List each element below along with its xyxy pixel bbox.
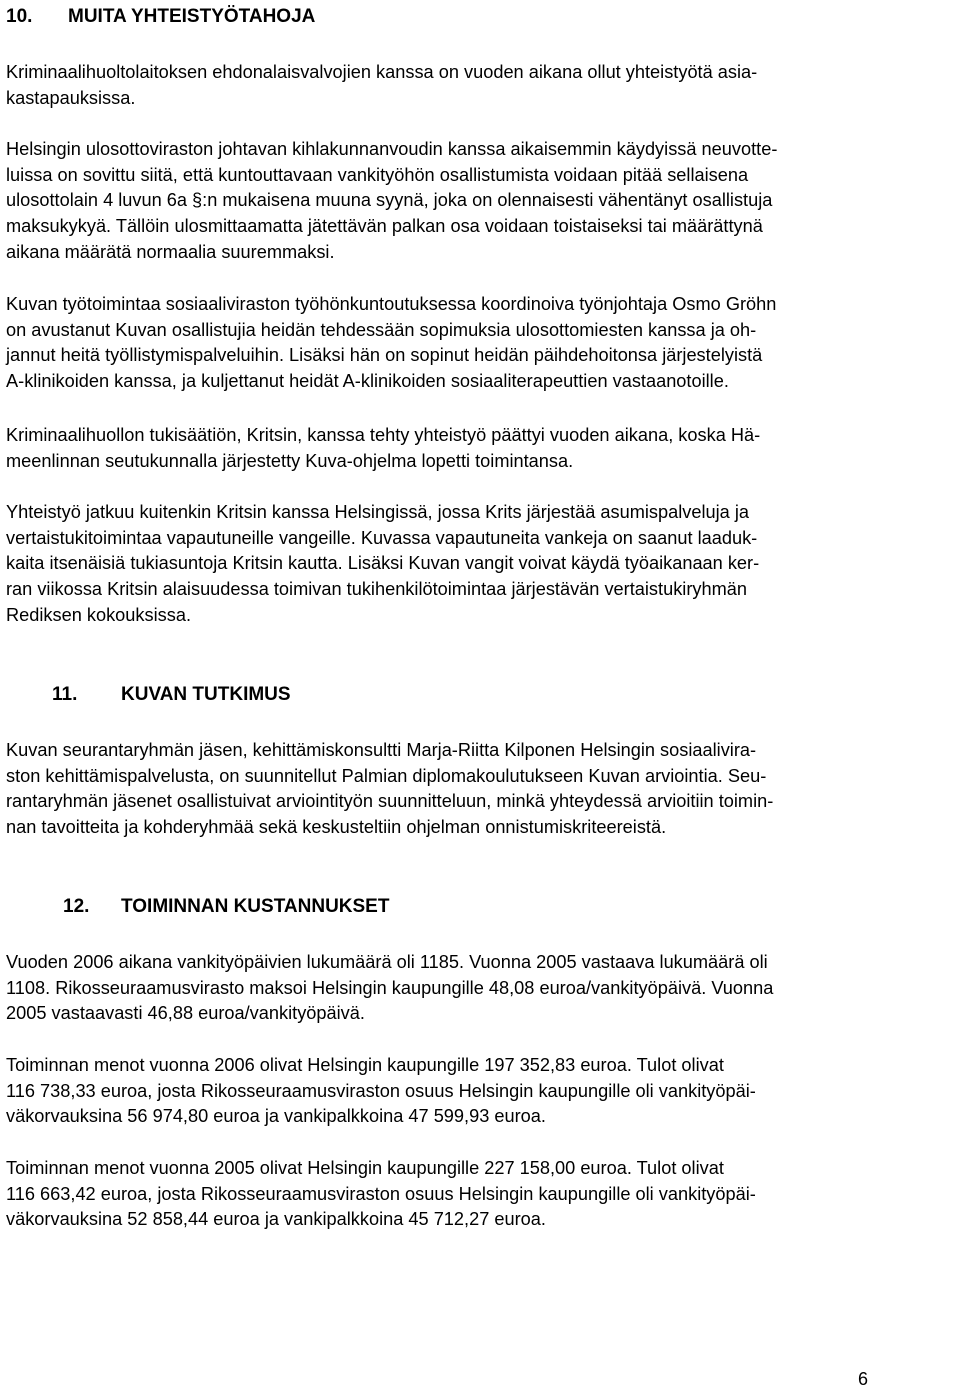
text-line: väkorvauksina 56 974,80 euroa ja vankipalkkoina 47 599,93 euroa. [6, 1106, 546, 1127]
paragraph [6, 137, 956, 265]
text-line: maksukykyä. Tällöin ulosmittaamatta jätettävän palkan osa voidaan toistaiseksi tai määrättynä [6, 216, 763, 237]
text-line: rantaryhmän jäsenet osallistuivat arviointityön suunnitteluun, minkä yhteydessä arvioitiin toimin- [6, 791, 774, 812]
text-line: ston kehittämispalvelusta, on suunnitellut Palmian diplomakoulutukseen Kuvan arviointia. Seu- [6, 765, 767, 786]
paragraph [6, 500, 956, 628]
text-line: Rediksen kokouksissa. [6, 604, 191, 625]
text-line: Yhteistyö jatkuu kuitenkin Kritsin kanssa Helsingissä, jossa Krits järjestää asumispalveluja ja [6, 502, 749, 522]
text-line: nan tavoitteita ja kohderyhmää sekä keskusteltiin ohjelman onnistumiskriteereistä. [6, 817, 667, 838]
text-line: Kuvan seurantaryhmän jäsen, kehittämiskonsultti Marja-Riitta Kilponen Helsingin sosiaalivira- [6, 740, 757, 760]
paragraph [6, 292, 956, 395]
section-number: 12. [63, 896, 90, 917]
text-line: meenlinnan seutukunnalla järjestetty Kuva-ohjelma lopetti toimintansa. [6, 450, 574, 471]
page-number: 6 [858, 1369, 869, 1389]
text-line: 2005 vastaavasti 46,88 euroa/vankityöpäivä. [6, 1003, 365, 1024]
paragraph [6, 950, 956, 1027]
text-line: Kuvan työtoimintaa sosiaaliviraston työhönkuntoutuksessa koordinoiva työnjohtaja Osmo Gröhn [6, 294, 777, 314]
text-line: ulosottolain 4 luvun 6a §:n mukaisena muuna syynä, joka on olennaisesti vähentänyt osallistuja [6, 190, 773, 211]
paragraph [6, 60, 956, 111]
section-title: MUITA YHTEISTYÖTAHOJA [68, 6, 316, 27]
text-line: A-klinikoiden kanssa, ja kuljettanut heidät A-klinikoiden sosiaaliterapeuttien vastaanotoille. [6, 371, 729, 392]
text-line: 116 663,42 euroa, josta Rikosseuraamusviraston osuus Helsingin kaupungille oli vankityöpäi- [6, 1183, 756, 1204]
text-line: Helsingin ulosottoviraston johtavan kihlakunnanvoudin kanssa aikaisemmin käydyissä neuvotte- [6, 139, 778, 159]
section-number: 10. [6, 6, 33, 27]
section-title: KUVAN TUTKIMUS [121, 684, 291, 705]
text-line: kaita itsenäisiä tukiasuntoja Kritsin kautta. Lisäksi Kuvan vangit voivat käydä työaikanaan ker- [6, 553, 760, 574]
text-line: jannut heitä työllistymispalveluihin. Lisäksi hän on sopinut heidän päihdehoitonsa järjestelyistä [6, 345, 763, 366]
text-line: vertaistukitoimintaa vapautuneille vangeille. Kuvassa vapautuneita vankeja on saanut laaduk- [6, 527, 758, 548]
text-line: Kriminaalihuollon tukisäätiön, Kritsin, kanssa tehty yhteistyö päättyi vuoden aikana, koska Hä- [6, 425, 761, 445]
text-line: Toiminnan menot vuonna 2006 olivat Helsingin kaupungille 197 352,83 euroa. Tulot olivat [6, 1055, 724, 1075]
text-line: ran viikossa Kritsin alaisuudessa toimivan tukihenkilötoimintaa järjestävän vertaistukiryhmän [6, 579, 747, 600]
text-line: Toiminnan menot vuonna 2005 olivat Helsingin kaupungille 227 158,00 euroa. Tulot olivat [6, 1158, 724, 1178]
text-line: 116 738,33 euroa, josta Rikosseuraamusviraston osuus Helsingin kaupungille oli vankityöpäi- [6, 1080, 756, 1101]
text-line: aikana määrätä normaalia suuremmaksi. [6, 241, 335, 262]
text-line: kastapauksissa. [6, 87, 136, 108]
text-line: on avustanut Kuvan osallistujia heidän tehdessään sopimuksia ulosottomiesten kanssa ja oh- [6, 319, 757, 340]
text-line: Kriminaalihuoltolaitoksen ehdonalaisvalvojien kanssa on vuoden aikana ollut yhteistyötä asia- [6, 62, 758, 82]
text-line: 1108. Rikosseuraamusvirasto maksoi Helsingin kaupungille 48,08 euroa/vankityöpäivä. Vuonna [6, 977, 774, 998]
section-title: TOIMINNAN KUSTANNUKSET [121, 896, 390, 917]
text-line: luissa on sovittu siitä, että kuntouttavaan vankityöhön osallistumista voidaan pitää sellaisena [6, 164, 749, 185]
text-line: Vuoden 2006 aikana vankityöpäivien lukumäärä oli 1185. Vuonna 2005 vastaava lukumäärä oli [6, 952, 768, 972]
section-number: 11. [52, 684, 78, 705]
text-line: väkorvauksina 52 858,44 euroa ja vankipalkkoina 45 712,27 euroa. [6, 1209, 546, 1230]
paragraph [6, 1053, 956, 1130]
paragraph [6, 738, 956, 841]
paragraph [6, 423, 956, 474]
paragraph [6, 1156, 956, 1233]
